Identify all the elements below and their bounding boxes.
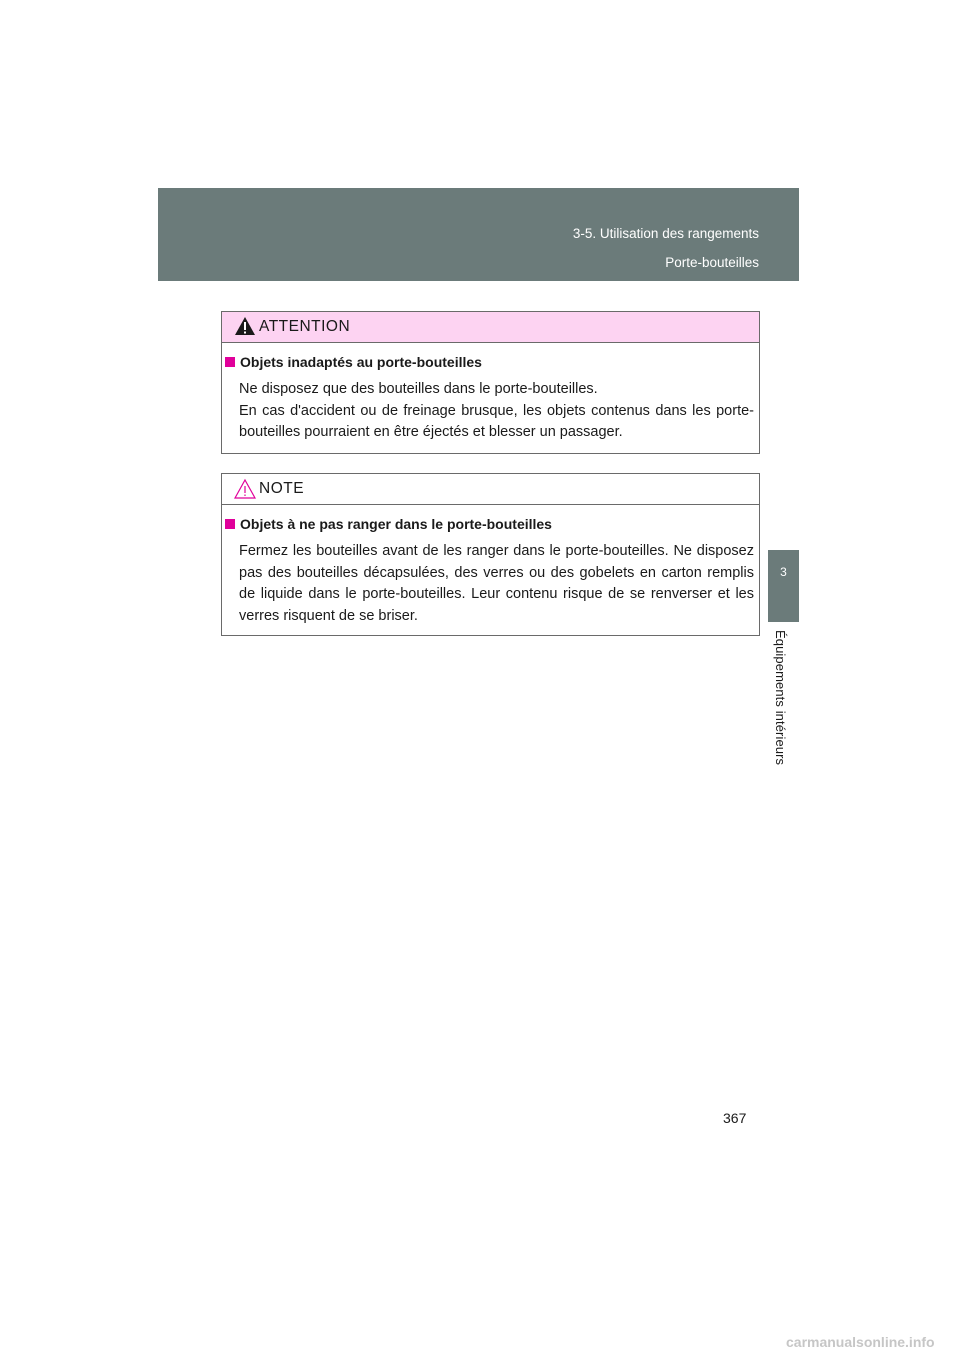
warning-triangle-filled-icon [234, 316, 256, 336]
page-number: 367 [723, 1110, 747, 1126]
square-bullet-icon [225, 519, 235, 529]
notice-body [239, 541, 754, 627]
warning-title-bar [222, 312, 759, 343]
square-bullet-icon [225, 357, 235, 367]
warning-triangle-outline-icon [234, 478, 256, 500]
chapter-label: Équipements intérieurs [773, 630, 788, 766]
warning-heading [225, 354, 482, 370]
notice-title: NOTE [259, 480, 305, 497]
watermark: carmanualsonline.info [786, 1334, 935, 1350]
warning-line-2: En cas d'accident ou de freinage brusque, les objets contenus dans les porte-bouteilles pourraient en être éjectés et blesser un passager. [239, 402, 754, 440]
page-header [158, 188, 799, 281]
warning-title: ATTENTION [259, 318, 351, 335]
chapter-tab [768, 550, 799, 622]
chapter-number: 3 [780, 565, 787, 579]
section-title: 3-5. Utilisation des rangements [572, 226, 759, 241]
notice-heading-text: Objets à ne pas ranger dans le porte-bouteilles [240, 516, 552, 532]
notice-heading [225, 516, 552, 532]
warning-body [239, 379, 754, 444]
warning-heading-text: Objets inadaptés au porte-bouteilles [240, 354, 482, 370]
notice-paragraph: Fermez les bouteilles avant de les ranger dans le porte-bouteilles. Ne disposez pas des bouteilles décapsulées, des verres ou des gobelets en carton remplis de liquide dans le porte-bouteilles. Leur contenu risque de se renverser et les verres risquent de se briser. [239, 543, 754, 624]
subsection-title: Porte-bouteilles [665, 255, 759, 270]
warning-line-1: Ne disposez que des bouteilles dans le porte-bouteilles. [239, 381, 598, 397]
warning-box [221, 311, 760, 454]
notice-box [221, 473, 760, 636]
notice-title-bar [222, 474, 759, 505]
